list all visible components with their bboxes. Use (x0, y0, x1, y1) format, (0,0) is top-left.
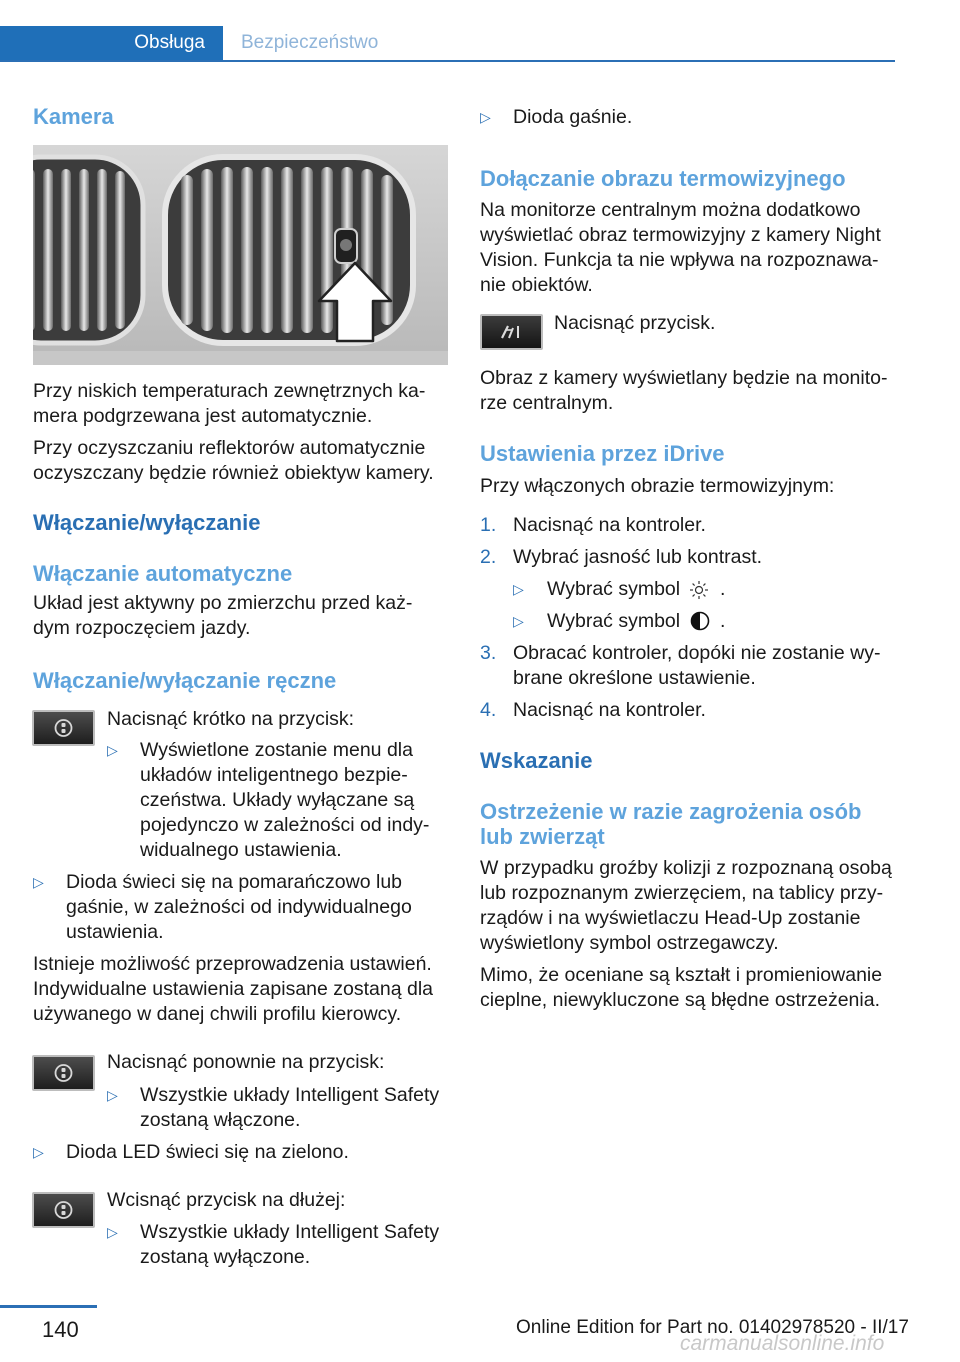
bullet-icon: ▷ (33, 1144, 44, 1160)
p-auto-2: dym rozpoczęciem jazdy. (33, 617, 251, 639)
p-thermal-4: nie obiektów. (480, 274, 593, 296)
camera-grille-photo (33, 145, 448, 365)
press-short-text: Nacisnąć krótko na przycisk: (107, 708, 355, 730)
watermark: carmanualsonline.info (680, 1332, 885, 1355)
p-warn-3: rządów i na wyświetlaczu Head-Up zostanie (480, 907, 861, 929)
p-warn-4: wyświetlony symbol ostrzegawczy. (480, 932, 779, 954)
bullet-icon: ▷ (107, 1087, 118, 1103)
safety-button-image-1 (32, 710, 95, 746)
bullet-diode-orange-l3: ustawienia. (66, 921, 164, 943)
safety-button-image-3 (32, 1192, 95, 1228)
heading-wlaczanie: Włączanie/wyłączanie (33, 510, 261, 535)
night-vision-button-icon (482, 316, 541, 348)
p-thermal-3: Vision. Funkcja ta nie wpływa na rozpoznawa‐ (480, 249, 879, 271)
bullet-menu-l4: pojedynczo w zależności od indy‐ (140, 814, 430, 836)
grille-illustration (33, 145, 448, 365)
p-heating-1: Przy niskich temperaturach zewnętrznych ka‐ (33, 380, 426, 402)
heading-auto: Włączanie automatyczne (33, 561, 293, 586)
page-number: 140 (42, 1317, 79, 1342)
safety-button-image-2 (32, 1055, 95, 1091)
heading-warning-2: lub zwierząt (480, 824, 605, 849)
p-settings-2: Indywidualne ustawienia zapisane zostaną dla (33, 978, 434, 1000)
bullet-icon: ▷ (513, 581, 524, 597)
bullet-menu-l2: układów inteligentnego bezpie‐ (140, 764, 408, 786)
p-idrive-intro: Przy włączonych obrazie termowizyjnym: (480, 475, 835, 497)
kamera-heading: Kamera (33, 104, 114, 129)
heading-manual: Włączanie/wyłączanie ręczne (33, 668, 337, 693)
p-settings-3: używanego w danej chwili profilu kierowcy. (33, 1003, 402, 1025)
sun-brightness-icon (688, 579, 710, 601)
heading-thermal: Dołączanie obrazu termowizyjnego (480, 166, 846, 191)
night-vision-button-image (480, 314, 543, 350)
press-long-text: Wcisnąć przycisk na dłużej: (107, 1189, 346, 1211)
intelligent-safety-button-icon (34, 1057, 93, 1089)
tab-bezpieczenstwo[interactable]: Bezpieczeństwo (241, 32, 379, 53)
p-final-1: Mimo, że oceniane są kształt i promieniowanie (480, 964, 883, 986)
edition-text: Online Edition for Part no. 01402978520 - II/17 (516, 1317, 909, 1338)
footer-line (0, 1305, 97, 1308)
press-again-text: Nacisnąć ponownie na przycisk: (107, 1051, 385, 1073)
p-settings-1: Istnieje możliwość przeprowadzenia ustawień. (33, 953, 432, 975)
press-button-text: Nacisnąć przycisk. (554, 312, 716, 334)
bullet-all-off-l2: zostaną wyłączone. (140, 1246, 311, 1268)
p-warn-1: W przypadku groźby kolizji z rozpoznaną osobą (480, 857, 892, 879)
bullet-icon: ▷ (107, 1224, 118, 1240)
p-image-1: Obraz z kamery wyświetlany będzie na monito‐ (480, 367, 888, 389)
bullet-diode-orange-l2: gaśnie, w zależności od indywidualnego (66, 896, 412, 918)
p-image-2: rze centralnym. (480, 392, 614, 414)
sub-brightness-dot: . (720, 578, 726, 600)
heading-idrive: Ustawienia przez iDrive (480, 441, 725, 466)
p-cleaning-2: oczyszczany będzie również obiektyw kamery. (33, 462, 434, 484)
heading-warning-1: Ostrzeżenie w razie zagrożenia osób (480, 799, 862, 824)
bullet-icon: ▷ (513, 613, 524, 629)
p-thermal-2: wyświetlać obraz termowizyjny z kamery Night (480, 224, 881, 246)
heading-wskazanie: Wskazanie (480, 748, 593, 773)
bullet-menu-l3: czeństwa. Układy wyłączane są (140, 789, 415, 811)
p-auto-1: Układ jest aktywny po zmierzchu przed każ‐ (33, 592, 413, 614)
sub-contrast-dot: . (720, 610, 726, 632)
bullet-icon: ▷ (107, 742, 118, 758)
bullet-menu-l5: widualnego ustawienia. (140, 839, 342, 861)
contrast-half-circle-icon (689, 610, 711, 632)
p-final-2: cieplne, niewykluczone są błędne ostrzeżenia. (480, 989, 880, 1011)
p-cleaning-1: Przy oczyszczaniu reflektorów automatycznie (33, 437, 426, 459)
bullet-icon: ▷ (33, 874, 44, 890)
step-3-l2: brane określone ustawienie. (513, 667, 756, 689)
bullet-icon: ▷ (480, 109, 491, 125)
p-heating-2: mera podgrzewana jest automatycznie. (33, 405, 373, 427)
p-warn-2: lub rozpoznanym zwierzęciem, na tablicy przy‐ (480, 882, 884, 904)
bullet-all-on-l2: zostaną włączone. (140, 1109, 301, 1131)
header-tabs (0, 26, 895, 62)
intelligent-safety-button-icon (34, 1194, 93, 1226)
intelligent-safety-button-icon (34, 712, 93, 744)
p-thermal-1: Na monitorze centralnym można dodatkowo (480, 199, 861, 221)
tab-obsluga[interactable]: Obsługa (0, 26, 223, 60)
